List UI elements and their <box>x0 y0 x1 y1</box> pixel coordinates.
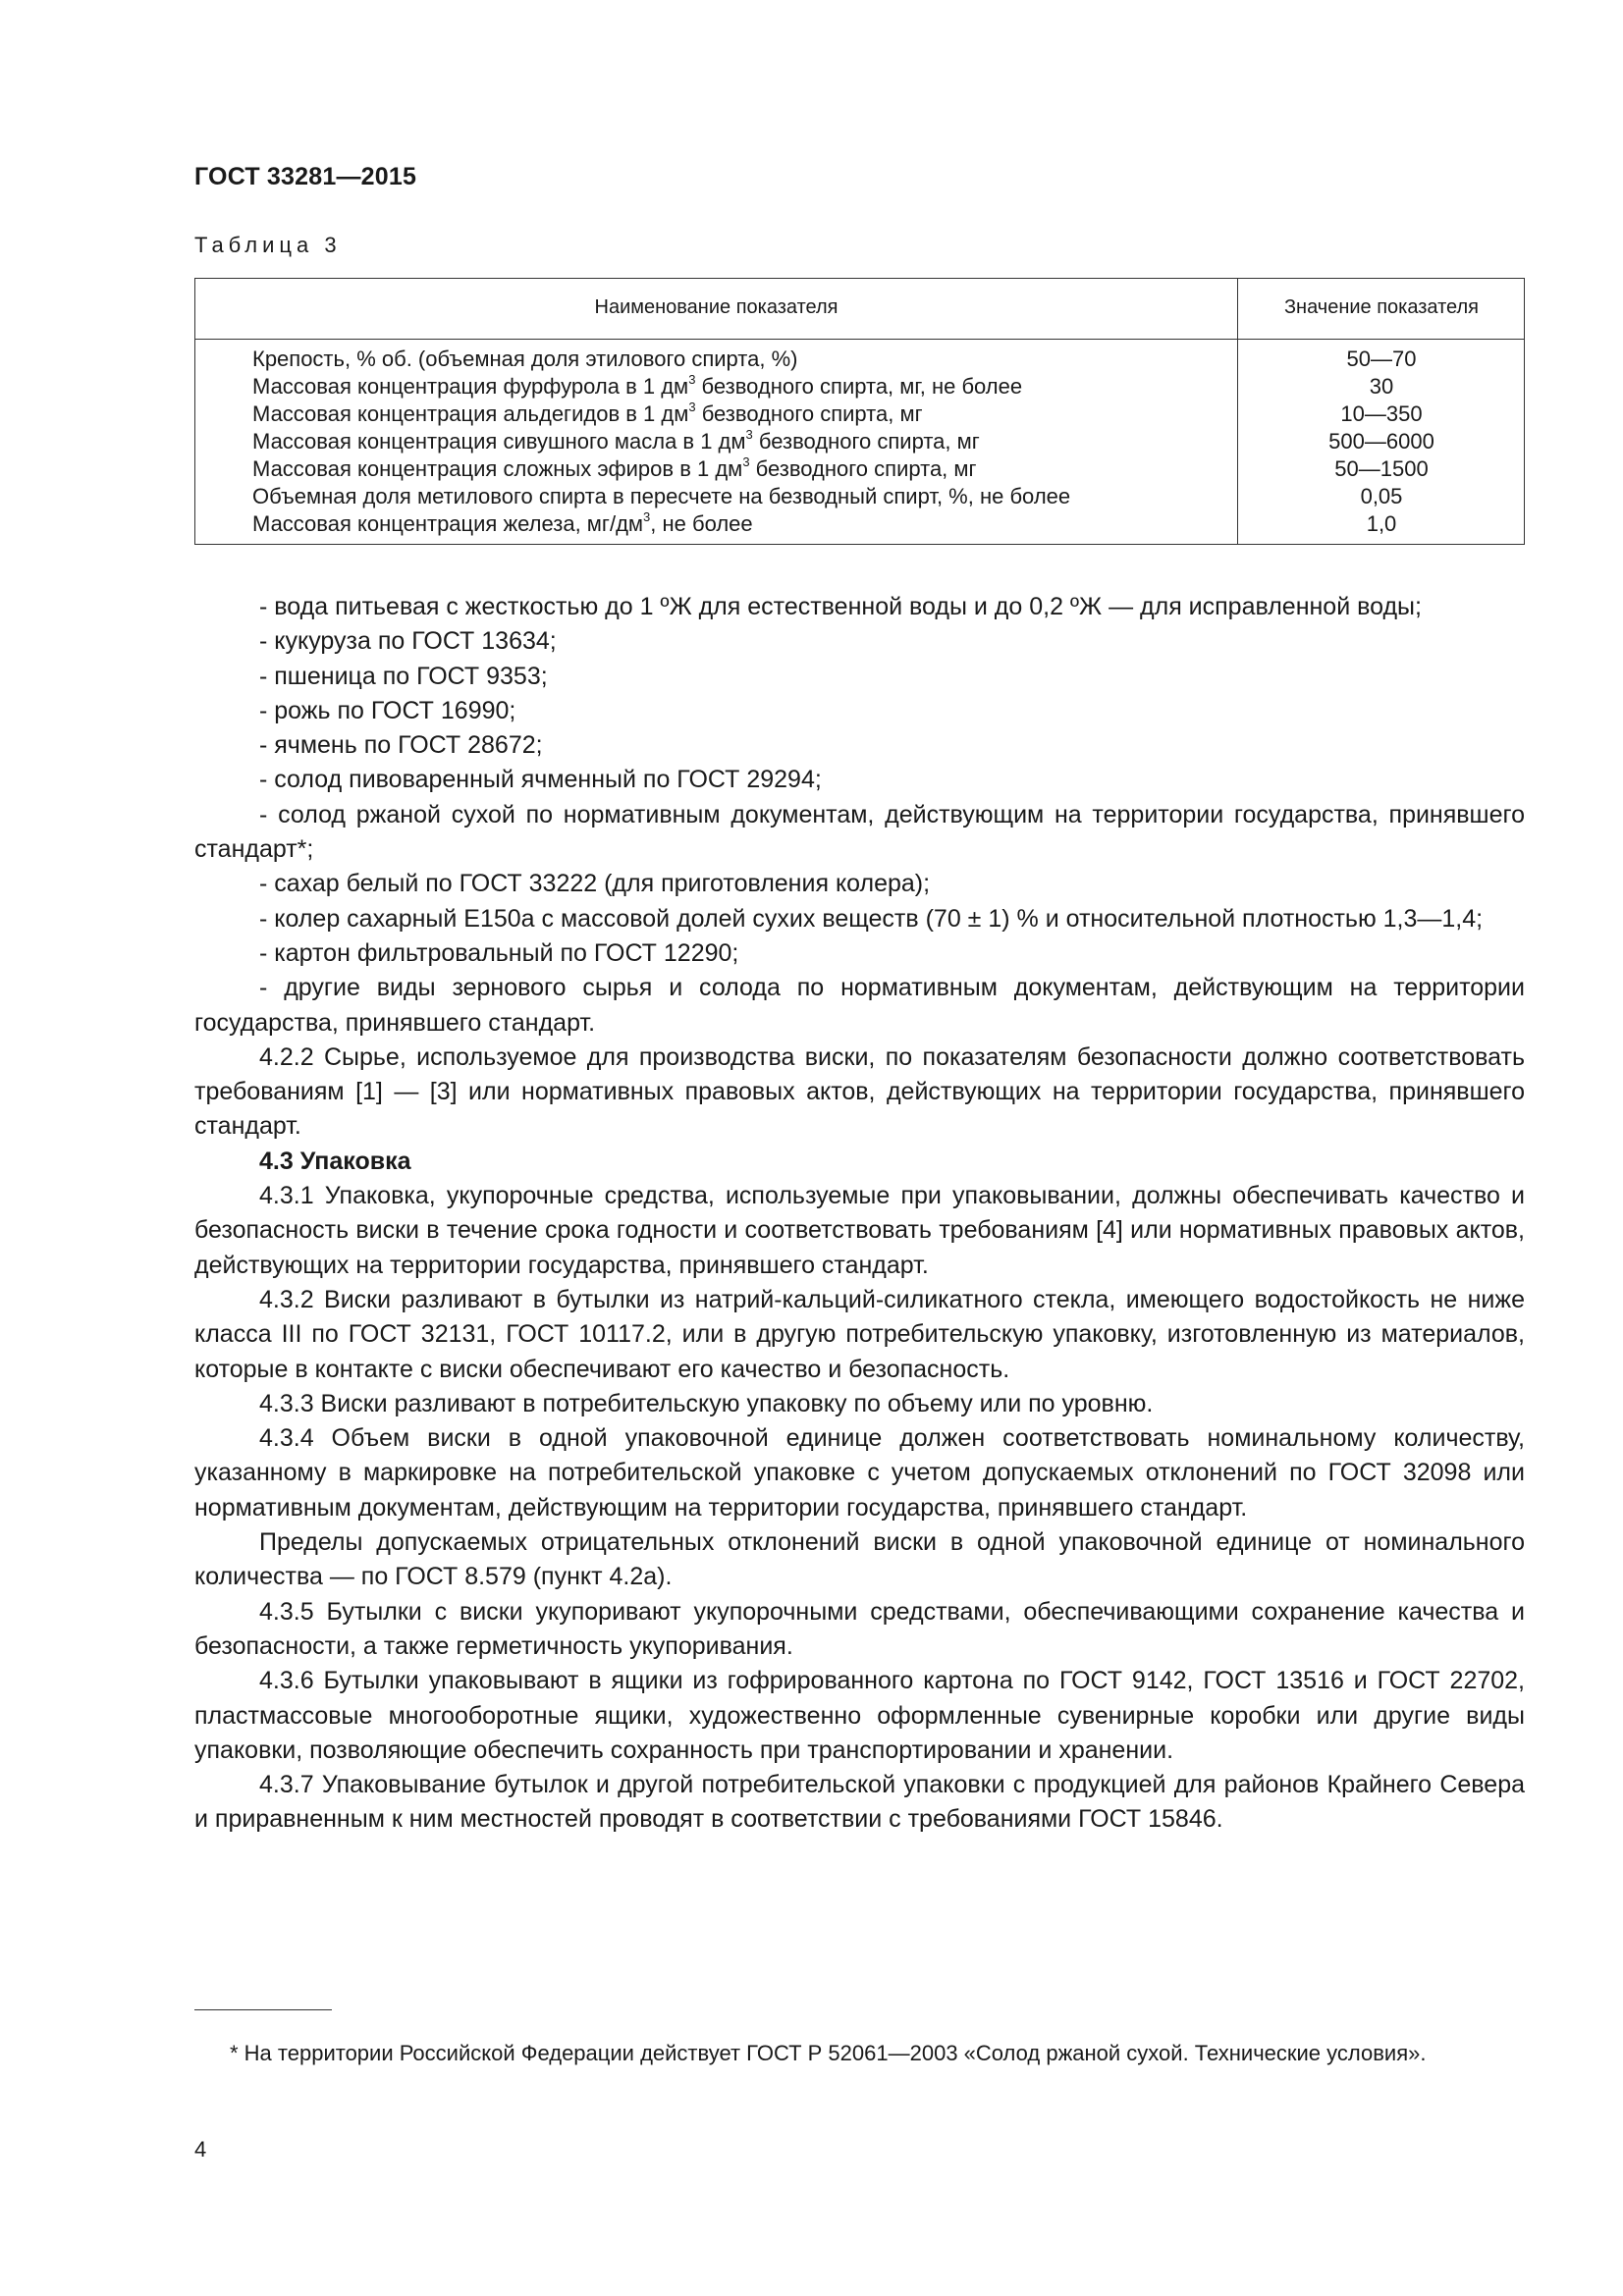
row-name: Объемная доля метилового спирта в пересчете на безводный спирт, %, не более <box>252 484 1071 508</box>
row-name: Массовая концентрация альдегидов в 1 $дм^3$ безводного спирта, мг <box>252 399 923 426</box>
table-row <box>195 400 1524 428</box>
paragraph-4-3-6: 4.3.6 Бутылки упаковывают в ящики из гофрированного картона по ГОСТ 9142, ГОСТ 13516 и ГОСТ 22702, пластмассовые многооборотные ящики, художественно оформленные сувенирные коробки или другие виды упаковки, позволяющие обеспечить сохранность при транспортировании и хранении. <box>194 1667 1525 1764</box>
paragraph-4-3-1: 4.3.1 Упаковка, укупорочные средства, используемые при упаковывании, должны обеспечивать качество и безопасность виски в течение срока годности и соответствовать требованиям [4] или нормативных правовых актов, действующих на территории государства, принявшего стандарт. <box>194 1182 1525 1279</box>
list-item: - кукуруза по ГОСТ 13634; <box>259 627 557 656</box>
list-item: - солод ржаной сухой по нормативным документам, действующим на территории государства, принявшего стандарт*; <box>194 800 1525 864</box>
list-item: - ячмень по ГОСТ 28672; <box>259 731 543 760</box>
table-row <box>195 428 1524 455</box>
list-item: - пшеница по ГОСТ 9353; <box>259 662 548 690</box>
document-body <box>194 590 1525 1838</box>
section-heading-4-3: 4.3 Упаковка <box>259 1147 411 1175</box>
row-value: 10—350 <box>1340 401 1423 426</box>
row-name: Массовая концентрация железа, $мг/дм^3$, не более <box>252 508 753 536</box>
paragraph-4-2-2: 4.2.2 Сырье, используемое для производства виски, по показателям безопасности должно соответствовать требованиям [1] — [3] или нормативных правовых актов, действующих на территории государства, принявшего стандарт. <box>194 1042 1525 1141</box>
list-item: - картон фильтровальный по ГОСТ 12290; <box>259 938 739 967</box>
row-name: Массовая концентрация сивушного масла в 1 $дм^3$ безводного спирта, мг <box>252 426 980 454</box>
list-item: - рожь по ГОСТ 16990; <box>259 696 516 724</box>
footnote: * На территории Российской Федерации действует ГОСТ Р 52061—2003 «Солод ржаной сухой. Технические условия». <box>230 2041 1427 2065</box>
table-row <box>195 346 1524 373</box>
indicators-table <box>194 278 1525 545</box>
row-value: 30 <box>1369 374 1394 399</box>
row-name: Массовая концентрация сложных эфиров в 1 $дм^3$ безводного спирта, мг <box>252 454 977 481</box>
footnote-separator <box>194 2009 332 2010</box>
paragraph-limits: Пределы допускаемых отрицательных отклонений виски в одной упаковочной единице от номинального количества — по ГОСТ 8.579 (пункт 4.2а). <box>194 1528 1525 1591</box>
paragraph-4-3-4: 4.3.4 Объем виски в одной упаковочной единице должен соответствовать номинальному количеству, указанному в маркировке на потребительской упаковке с учетом допускаемых отклонений по ГОСТ 32098 или нормативным документам, действующим на территории государства, принявшего стандарт. <box>194 1424 1525 1522</box>
paragraph-4-3-7: 4.3.7 Упаковывание бутылок и другой потребительской упаковки с продукцией для районов Крайнего Севера и приравненным к ним местностей проводят в соответствии с требованиями ГОСТ 15846. <box>194 1771 1525 1834</box>
list-item: - солод пивоваренный ячменный по ГОСТ 29294; <box>259 766 822 794</box>
page-header: ГОСТ 33281—2015 <box>194 163 417 190</box>
table-row <box>195 483 1524 510</box>
list-item: - колер сахарный Е150а с массовой долей сухих веществ (70 ± 1) % и относительной плотностью 1,3—1,4; <box>259 904 1484 933</box>
row-value: 0,05 <box>1360 484 1403 508</box>
table-header-name: Наименование показателя <box>594 296 839 318</box>
row-name: Крепость, % об. (объемная доля этилового спирта, %) <box>252 347 798 371</box>
table-row <box>195 455 1524 483</box>
table-row <box>195 510 1524 538</box>
table-caption: Таблица 3 <box>194 233 342 257</box>
list-item: - сахар белый по ГОСТ 33222 (для приготовления колера); <box>259 870 931 898</box>
row-value: 500—6000 <box>1328 429 1434 454</box>
page-number: 4 <box>194 2137 207 2162</box>
paragraph-4-3-2: 4.3.2 Виски разливают в бутылки из натрий-кальций-силикатного стекла, имеющего водостойкость не ниже класса III по ГОСТ 32131, ГОСТ 10117.2, или в другую потребительскую упаковку, изготовленную из материалов, которые в контакте с виски обеспечивают его качество и безопасность. <box>194 1285 1525 1383</box>
list-item: - вода питьевая с жесткостью до 1 ºЖ для естественной воды и до 0,2 ºЖ — для исправленной воды; <box>259 593 1422 620</box>
table-header-value: Значение показателя <box>1283 296 1480 318</box>
row-value: 1,0 <box>1366 511 1397 536</box>
list-item: - другие виды зернового сырья и солода по нормативным документам, действующим на территории государства, принявшего стандарт. <box>194 974 1525 1037</box>
paragraph-4-3-5: 4.3.5 Бутылки с виски укупоривают укупорочными средствами, обеспечивающими сохранение качества и безопасности, а также герметичность укупоривания. <box>194 1597 1525 1660</box>
row-value: 50—70 <box>1346 347 1417 371</box>
row-name: Массовая концентрация фурфурола в 1 $дм^3$ безводного спирта, мг, не более <box>252 371 1023 399</box>
paragraph-4-3-3: 4.3.3 Виски разливают в потребительскую упаковку по объему или по уровню. <box>259 1389 1154 1417</box>
table-row <box>195 373 1524 400</box>
row-value: 50—1500 <box>1334 456 1429 481</box>
